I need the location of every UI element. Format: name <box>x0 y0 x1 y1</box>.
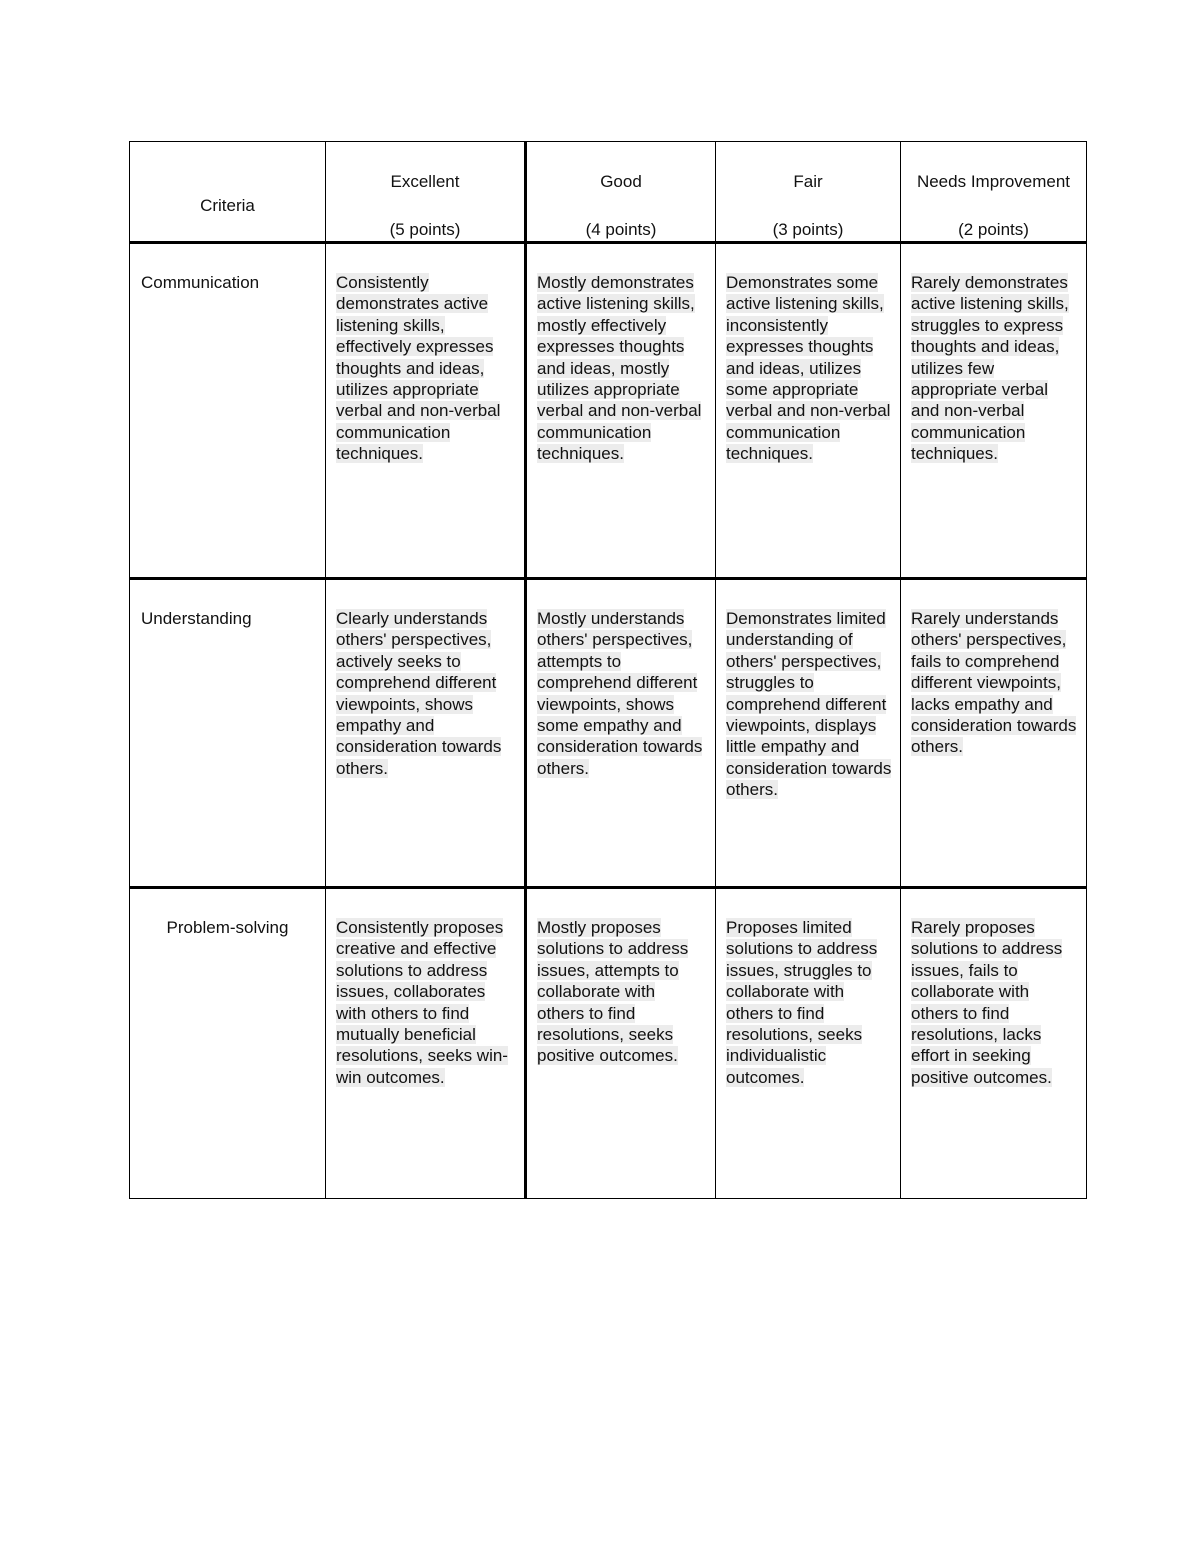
description-text: Proposes limited solutions to address issues, struggles to collaborate with others to find resolutions, seeks individualistic outcomes. <box>726 918 878 1087</box>
criteria-header-cell <box>130 142 326 243</box>
description-cell <box>716 888 901 1199</box>
description-text: Rarely proposes solutions to address issues, fails to collaborate with others to find resolutions, lacks effort in seeking positive outcomes. <box>911 918 1063 1087</box>
description-cell <box>901 579 1087 888</box>
level-points: (3 points) <box>772 220 844 239</box>
description-text: Demonstrates limited understanding of others' perspectives, struggles to comprehend different viewpoints, displays little empathy and consideration towards others. <box>726 609 892 800</box>
description-text: Rarely understands others' perspectives, fails to comprehend different viewpoints, lacks empathy and consideration towards others. <box>911 609 1077 757</box>
description-cell <box>326 888 526 1199</box>
description-text: Mostly demonstrates active listening skills, mostly effectively expresses thoughts and ideas, mostly utilizes appropriate verbal and non-verbal communication techniques. <box>537 273 702 464</box>
rubric-row-communication <box>130 243 1087 579</box>
level-name: Excellent <box>390 172 460 191</box>
description-cell <box>326 579 526 888</box>
description-text: Consistently demonstrates active listening skills, effectively expresses thoughts and ideas, utilizes appropriate verbal and non-verbal communication techniques. <box>336 273 501 464</box>
level-points: (5 points) <box>389 220 461 239</box>
level-header-good <box>526 142 716 243</box>
rubric-row-understanding <box>130 579 1087 888</box>
rubric-table <box>129 141 1087 1199</box>
description-text: Demonstrates some active listening skills, inconsistently expresses thoughts and ideas, utilizes some appropriate verbal and non-verbal communication techniques. <box>726 273 891 464</box>
criterion-cell <box>130 888 326 1199</box>
criterion-label: Understanding <box>141 609 252 628</box>
level-points: (4 points) <box>585 220 657 239</box>
criteria-header: Criteria <box>200 196 255 215</box>
level-header-needs-improvement <box>901 142 1087 243</box>
rubric-row-problem-solving <box>130 888 1087 1199</box>
criterion-label: Problem-solving <box>166 918 289 937</box>
level-name: Fair <box>793 172 823 191</box>
description-cell <box>526 579 716 888</box>
description-cell <box>326 243 526 579</box>
level-points: (2 points) <box>958 220 1029 239</box>
level-name: Good <box>600 172 642 191</box>
description-cell <box>716 243 901 579</box>
header-row <box>130 142 1087 243</box>
description-text: Mostly understands others' perspectives, attempts to comprehend different viewpoints, shows some empathy and consideration towards others. <box>537 609 703 778</box>
description-text: Rarely demonstrates active listening skills, struggles to express thoughts and ideas, utilizes few appropriate verbal and non-verbal communication techniques. <box>911 273 1069 464</box>
description-cell <box>526 888 716 1199</box>
criterion-cell <box>130 579 326 888</box>
criterion-cell <box>130 243 326 579</box>
description-text: Consistently proposes creative and effective solutions to address issues, collaborates with others to find mutually beneficial resolutions, seeks win-win outcomes. <box>336 918 508 1087</box>
description-cell <box>901 888 1087 1199</box>
criterion-label: Communication <box>141 273 260 292</box>
description-text: Clearly understands others' perspectives, actively seeks to comprehend different viewpoints, shows empathy and consideration towards others. <box>336 609 502 778</box>
level-name: Needs Improvement <box>916 172 1071 191</box>
description-text: Mostly proposes solutions to address issues, attempts to collaborate with others to find resolutions, seeks positive outcomes. <box>537 918 689 1066</box>
level-header-excellent <box>326 142 526 243</box>
level-header-fair <box>716 142 901 243</box>
description-cell <box>716 579 901 888</box>
description-cell <box>526 243 716 579</box>
description-cell <box>901 243 1087 579</box>
